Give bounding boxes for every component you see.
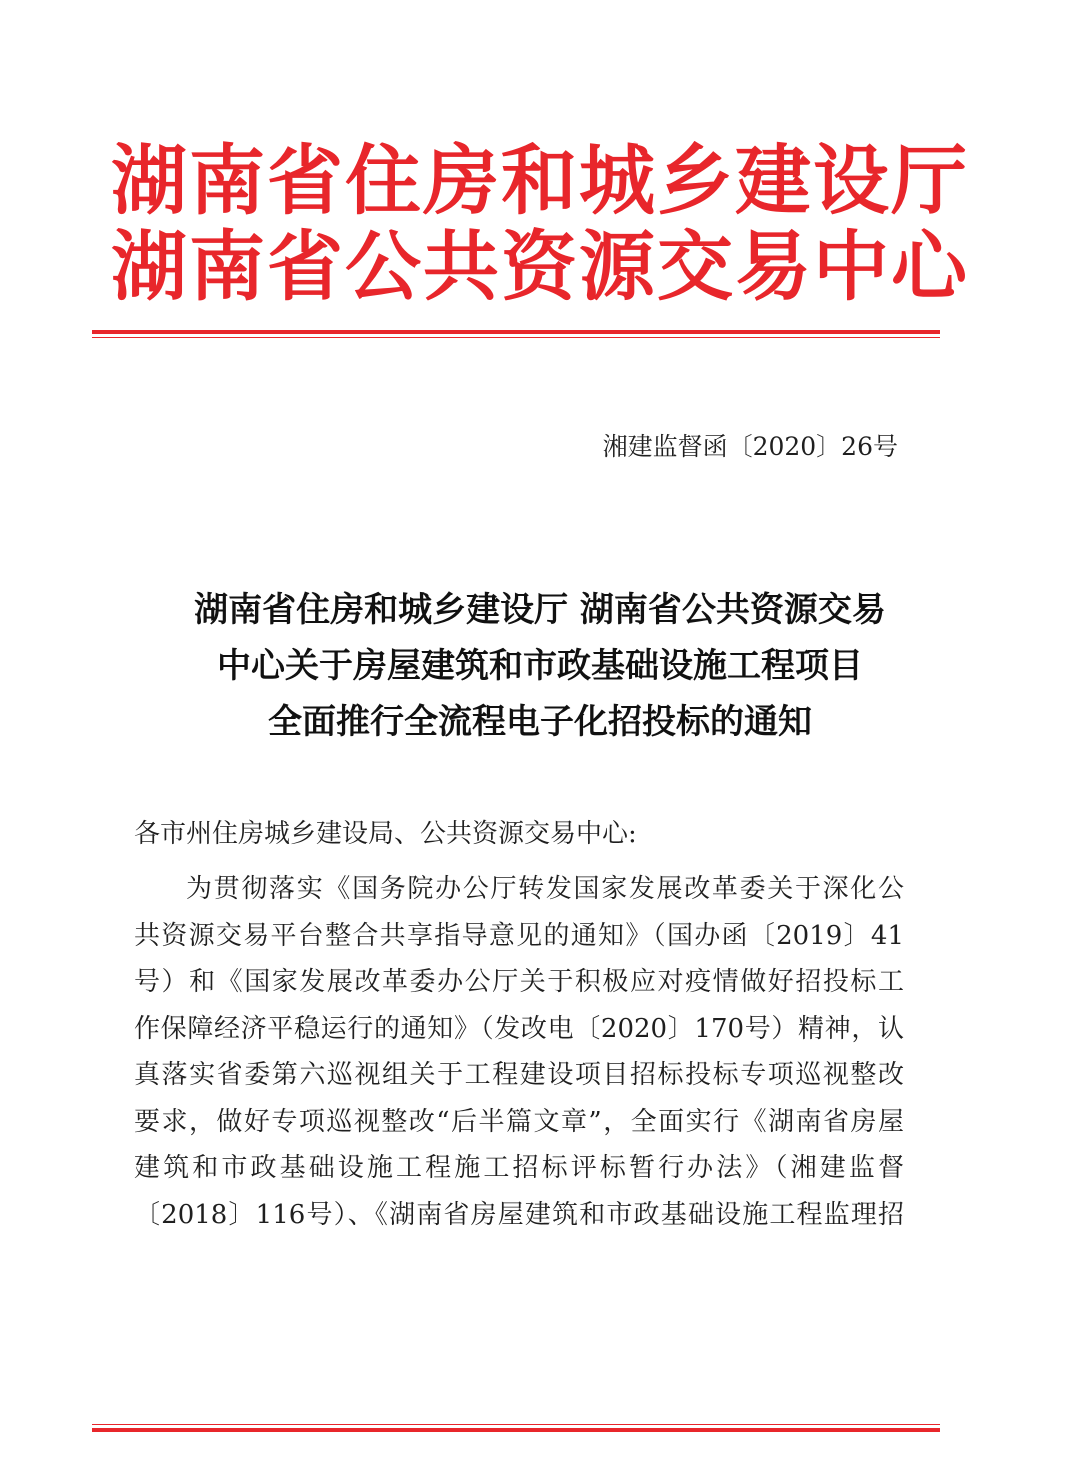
body-line: 〔2018〕116号）、《湖南省房屋建筑和市政基础设施工程监理招	[134, 1199, 904, 1230]
body-line: 要求，做好专项巡视整改“后半篇文章”，全面实行《湖南省房屋	[134, 1106, 904, 1137]
body-line: 号）和《国家发展改革委办公厅关于积极应对疫情做好招投标工	[134, 967, 904, 997]
issuing-org-1: 湖南省住房和城乡建设厅	[111, 136, 969, 225]
letterhead	[0, 138, 1080, 310]
title-line-1: 湖南省住房和城乡建设厅 湖南省公共资源交易	[194, 590, 886, 630]
body-line: 作保障经济平稳运行的通知》（发改电〔2020〕170号）精神，认	[134, 1013, 904, 1044]
body-line: 共资源交易平台整合共享指导意见的通知》（国办函〔2019〕41	[134, 920, 904, 951]
footer-divider	[92, 1424, 940, 1432]
letterhead-divider	[92, 330, 940, 338]
issuing-org-2: 湖南省公共资源交易中心	[111, 222, 969, 311]
salutation: 各市州住房城乡建设局、公共资源交易中心:	[134, 819, 637, 849]
body-line: 为贯彻落实《国务院办公厅转发国家发展改革委关于深化公	[186, 874, 904, 904]
title-line-3: 全面推行全流程电子化招投标的通知	[268, 702, 812, 742]
document-title	[0, 582, 1080, 750]
body-line: 建筑和市政基础设施工程施工招标评标暂行办法》（湘建监督	[134, 1153, 904, 1183]
title-line-2: 中心关于房屋建筑和市政基础设施工程项目	[217, 646, 863, 686]
body-line: 真落实省委第六巡视组关于工程建设项目招标投标专项巡视整改	[134, 1060, 904, 1090]
document-number: 湘建监督函〔2020〕26号	[602, 432, 898, 461]
body-paragraph	[134, 866, 904, 1238]
